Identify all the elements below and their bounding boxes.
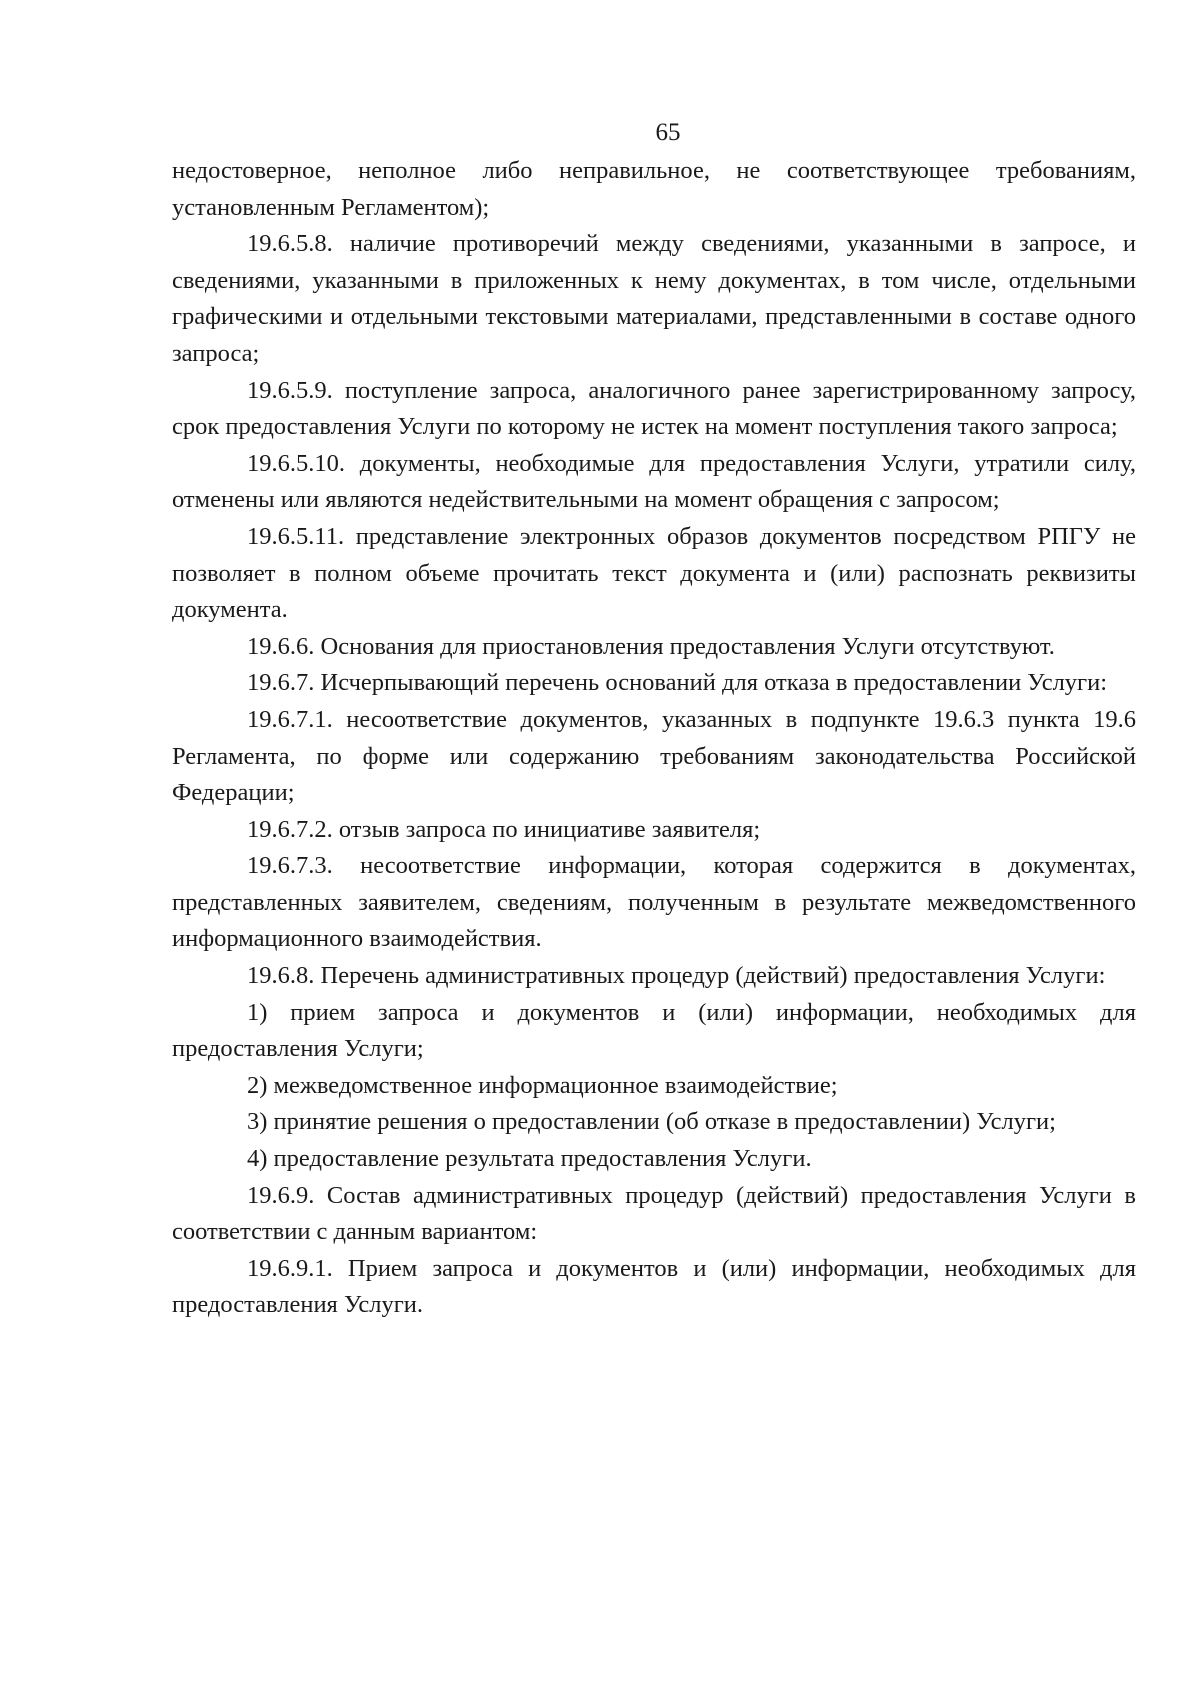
paragraph-19-6-7-2: 19.6.7.2. отзыв запроса по инициативе заявителя; [247,815,761,843]
list-item-2: 2) межведомственное информационное взаимодействие; [247,1071,838,1099]
paragraph-19-6-5-8: 19.6.5.8. наличие противоречий между сведениями, указанными в запросе, и сведениями, указанными в приложенных к нему документах, в том числе, отдельными графическими и отдельными текстовыми материалами, представленными в составе одного запроса; [172,230,1136,367]
paragraph-continuation: недостоверное, неполное либо неправильное, не соответствующее требованиям, установленным Регламентом); [172,157,1136,221]
paragraph-19-6-7-1: 19.6.7.1. несоответствие документов, указанных в подпункте 19.6.3 пункта 19.6 Регламента, по форме или содержанию требованиям законодательства Российской Федерации; [172,705,1136,807]
paragraph-19-6-8: 19.6.8. Перечень административных процедур (действий) предоставления Услуги: [247,962,1106,990]
list-item-4: 4) предоставление результата предоставления Услуги. [247,1145,812,1173]
paragraph-19-6-5-9: 19.6.5.9. поступление запроса, аналогичного ранее зарегистрированному запросу, срок предоставления Услуги по которому не истек на момент поступления такого запроса; [172,376,1136,441]
list-item-3: 3) принятие решения о предоставлении (об отказе в предоставлении) Услуги; [247,1108,1056,1136]
paragraph-19-6-9: 19.6.9. Состав административных процедур (действий) предоставления Услуги в соответствии с данным вариантом: [172,1181,1136,1246]
document-body [172,153,1136,1324]
paragraph-19-6-6: 19.6.6. Основания для приостановления предоставления Услуги отсутствуют. [247,632,1055,660]
paragraph-19-6-5-11: 19.6.5.11. представление электронных образов документов посредством РПГУ не позволяет в полном объеме прочитать текст документа и (или) распознать реквизиты документа. [172,522,1136,624]
paragraph-19-6-7: 19.6.7. Исчерпывающий перечень оснований для отказа в предоставлении Услуги: [247,669,1108,697]
paragraph-19-6-9-1: 19.6.9.1. Прием запроса и документов и (или) информации, необходимых для предоставления Услуги. [172,1254,1136,1319]
list-item-1: 1) прием запроса и документов и (или) информации, необходимых для предоставления Услуги; [172,998,1136,1063]
paragraph-19-6-7-3: 19.6.7.3. несоответствие информации, которая содержится в документах, представленных заявителем, сведениям, полученным в результате межведомственного информационного взаимодействия. [172,852,1136,953]
paragraph-19-6-5-10: 19.6.5.10. документы, необходимые для предоставления Услуги, утратили силу, отменены или являются недействительными на момент обращения с запросом; [172,449,1136,514]
page-number: 65 [655,119,681,146]
